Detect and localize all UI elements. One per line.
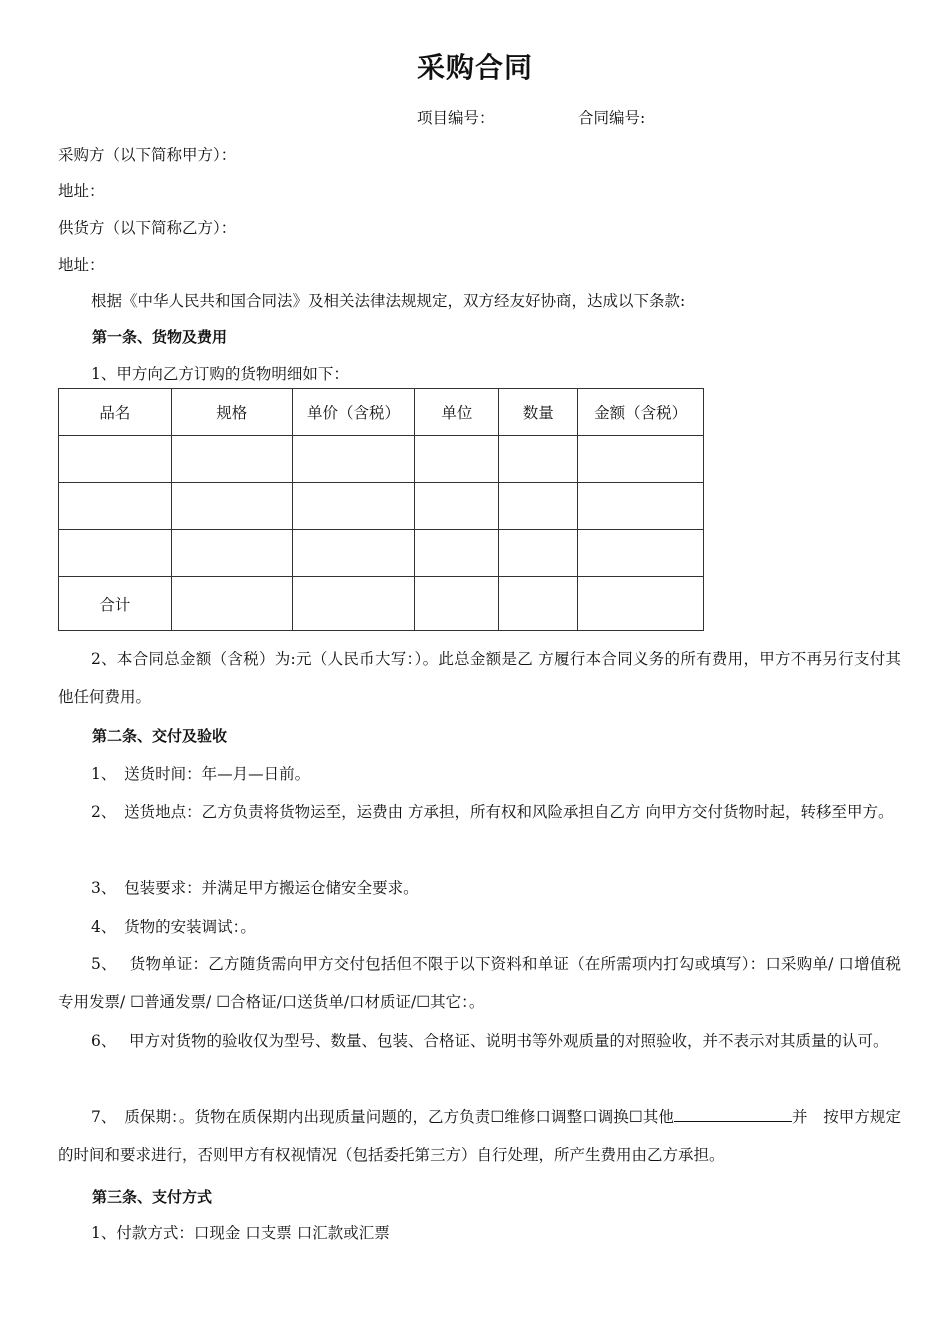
article2-item3: 3、 包装要求：并满足甲方搬运仓储安全要求。 [91, 879, 419, 897]
article2-item1: 1、 送货时间：年—月—日前。 [91, 765, 311, 783]
article2-item7 [58, 1098, 901, 1174]
table-header-row [59, 389, 704, 436]
supplier-address-label: 地址： [58, 256, 105, 274]
table-header-cell: 数量 [499, 389, 578, 436]
table-total-row [59, 577, 704, 631]
table-header-cell: 规格 [171, 389, 292, 436]
table-cell [292, 436, 415, 483]
table-cell [415, 530, 499, 577]
preamble: 根据《中华人民共和国合同法》及相关法律法规规定，双方经友好协商，达成以下条款: [91, 292, 686, 310]
article2-heading: 第二条、交付及验收 [92, 727, 228, 745]
article1-item1: 1、甲方向乙方订购的货物明细如下： [91, 365, 349, 383]
table-header-cell: 单位 [415, 389, 499, 436]
table-cell [499, 436, 578, 483]
table-row [59, 483, 704, 530]
table-cell [171, 530, 292, 577]
table-cell [578, 577, 704, 631]
table-cell [415, 483, 499, 530]
contract-number-label: 合同编号: [578, 109, 646, 127]
table-row [59, 436, 704, 483]
table-cell [415, 436, 499, 483]
table-row [59, 530, 704, 577]
buyer-address-label: 地址： [58, 182, 105, 200]
table-cell [499, 483, 578, 530]
article1-heading: 第一条、货物及费用 [92, 328, 228, 346]
table-cell [59, 436, 172, 483]
buyer-label: 采购方（以下简称甲方）： [58, 146, 237, 164]
table-cell [415, 577, 499, 631]
table-cell [499, 577, 578, 631]
table-cell [499, 530, 578, 577]
article2-item5: 5、 货物单证：乙方随货需向甲方交付包括但不限于以下资料和单证（在所需项内打勾或填写）：口采购单/ 口增值税专用发票/ ☐普通发票/ ☐合格证/口送货单/口材质证/☐其它：。 [58, 955, 901, 1011]
table-cell [171, 577, 292, 631]
table-cell [292, 577, 415, 631]
article2-item7-part2: 并 按甲方规定的时间和要求进行，否则甲方有权视情况（包括委托第三方）自行处理，所产生费用由乙方承担。 [58, 1108, 901, 1164]
blank-underline [674, 1107, 792, 1122]
project-number-label: 项目编号： [417, 109, 495, 127]
table-cell [292, 483, 415, 530]
table-cell [578, 530, 704, 577]
table-cell [59, 530, 172, 577]
article3-item1: 1、付款方式：口现金 口支票 口汇款或汇票 [91, 1224, 390, 1242]
table-header-cell: 品名 [59, 389, 172, 436]
article2-item2: 2、 送货地点：乙方负责将货物运至，运费由 方承担，所有权和风险承担自乙方 向甲方交付货物时起，转移至甲方。 [91, 803, 894, 821]
supplier-label: 供货方（以下简称乙方）： [58, 219, 237, 237]
article2-item6: 6、 甲方对货物的验收仅为型号、数量、包装、合格证、说明书等外观质量的对照验收，并不表示对其质量的认可。 [91, 1032, 889, 1050]
goods-table [58, 388, 704, 631]
table-header-cell: 单价（含税） [292, 389, 415, 436]
article2-item4: 4、 货物的安装调试：。 [91, 918, 256, 936]
article2-item7-part1: 7、 质保期：。货物在质保期内出现质量问题的，乙方负责☐维修口调整口调换☐其他 [91, 1108, 674, 1126]
table-cell [59, 483, 172, 530]
article3-heading: 第三条、支付方式 [92, 1188, 213, 1206]
table-total-label: 合计 [59, 577, 172, 631]
table-cell [578, 483, 704, 530]
table-cell [292, 530, 415, 577]
table-header-cell: 金额（含税） [578, 389, 704, 436]
table-cell [171, 436, 292, 483]
page-title: 采购合同 [416, 51, 533, 84]
article1-item2: 2、本合同总金额（含税）为:元（人民币大写：）。此总金额是乙 方履行本合同义务的所有费用，甲方不再另行支付其他任何费用。 [58, 650, 901, 706]
table-cell [171, 483, 292, 530]
table-cell [578, 436, 704, 483]
